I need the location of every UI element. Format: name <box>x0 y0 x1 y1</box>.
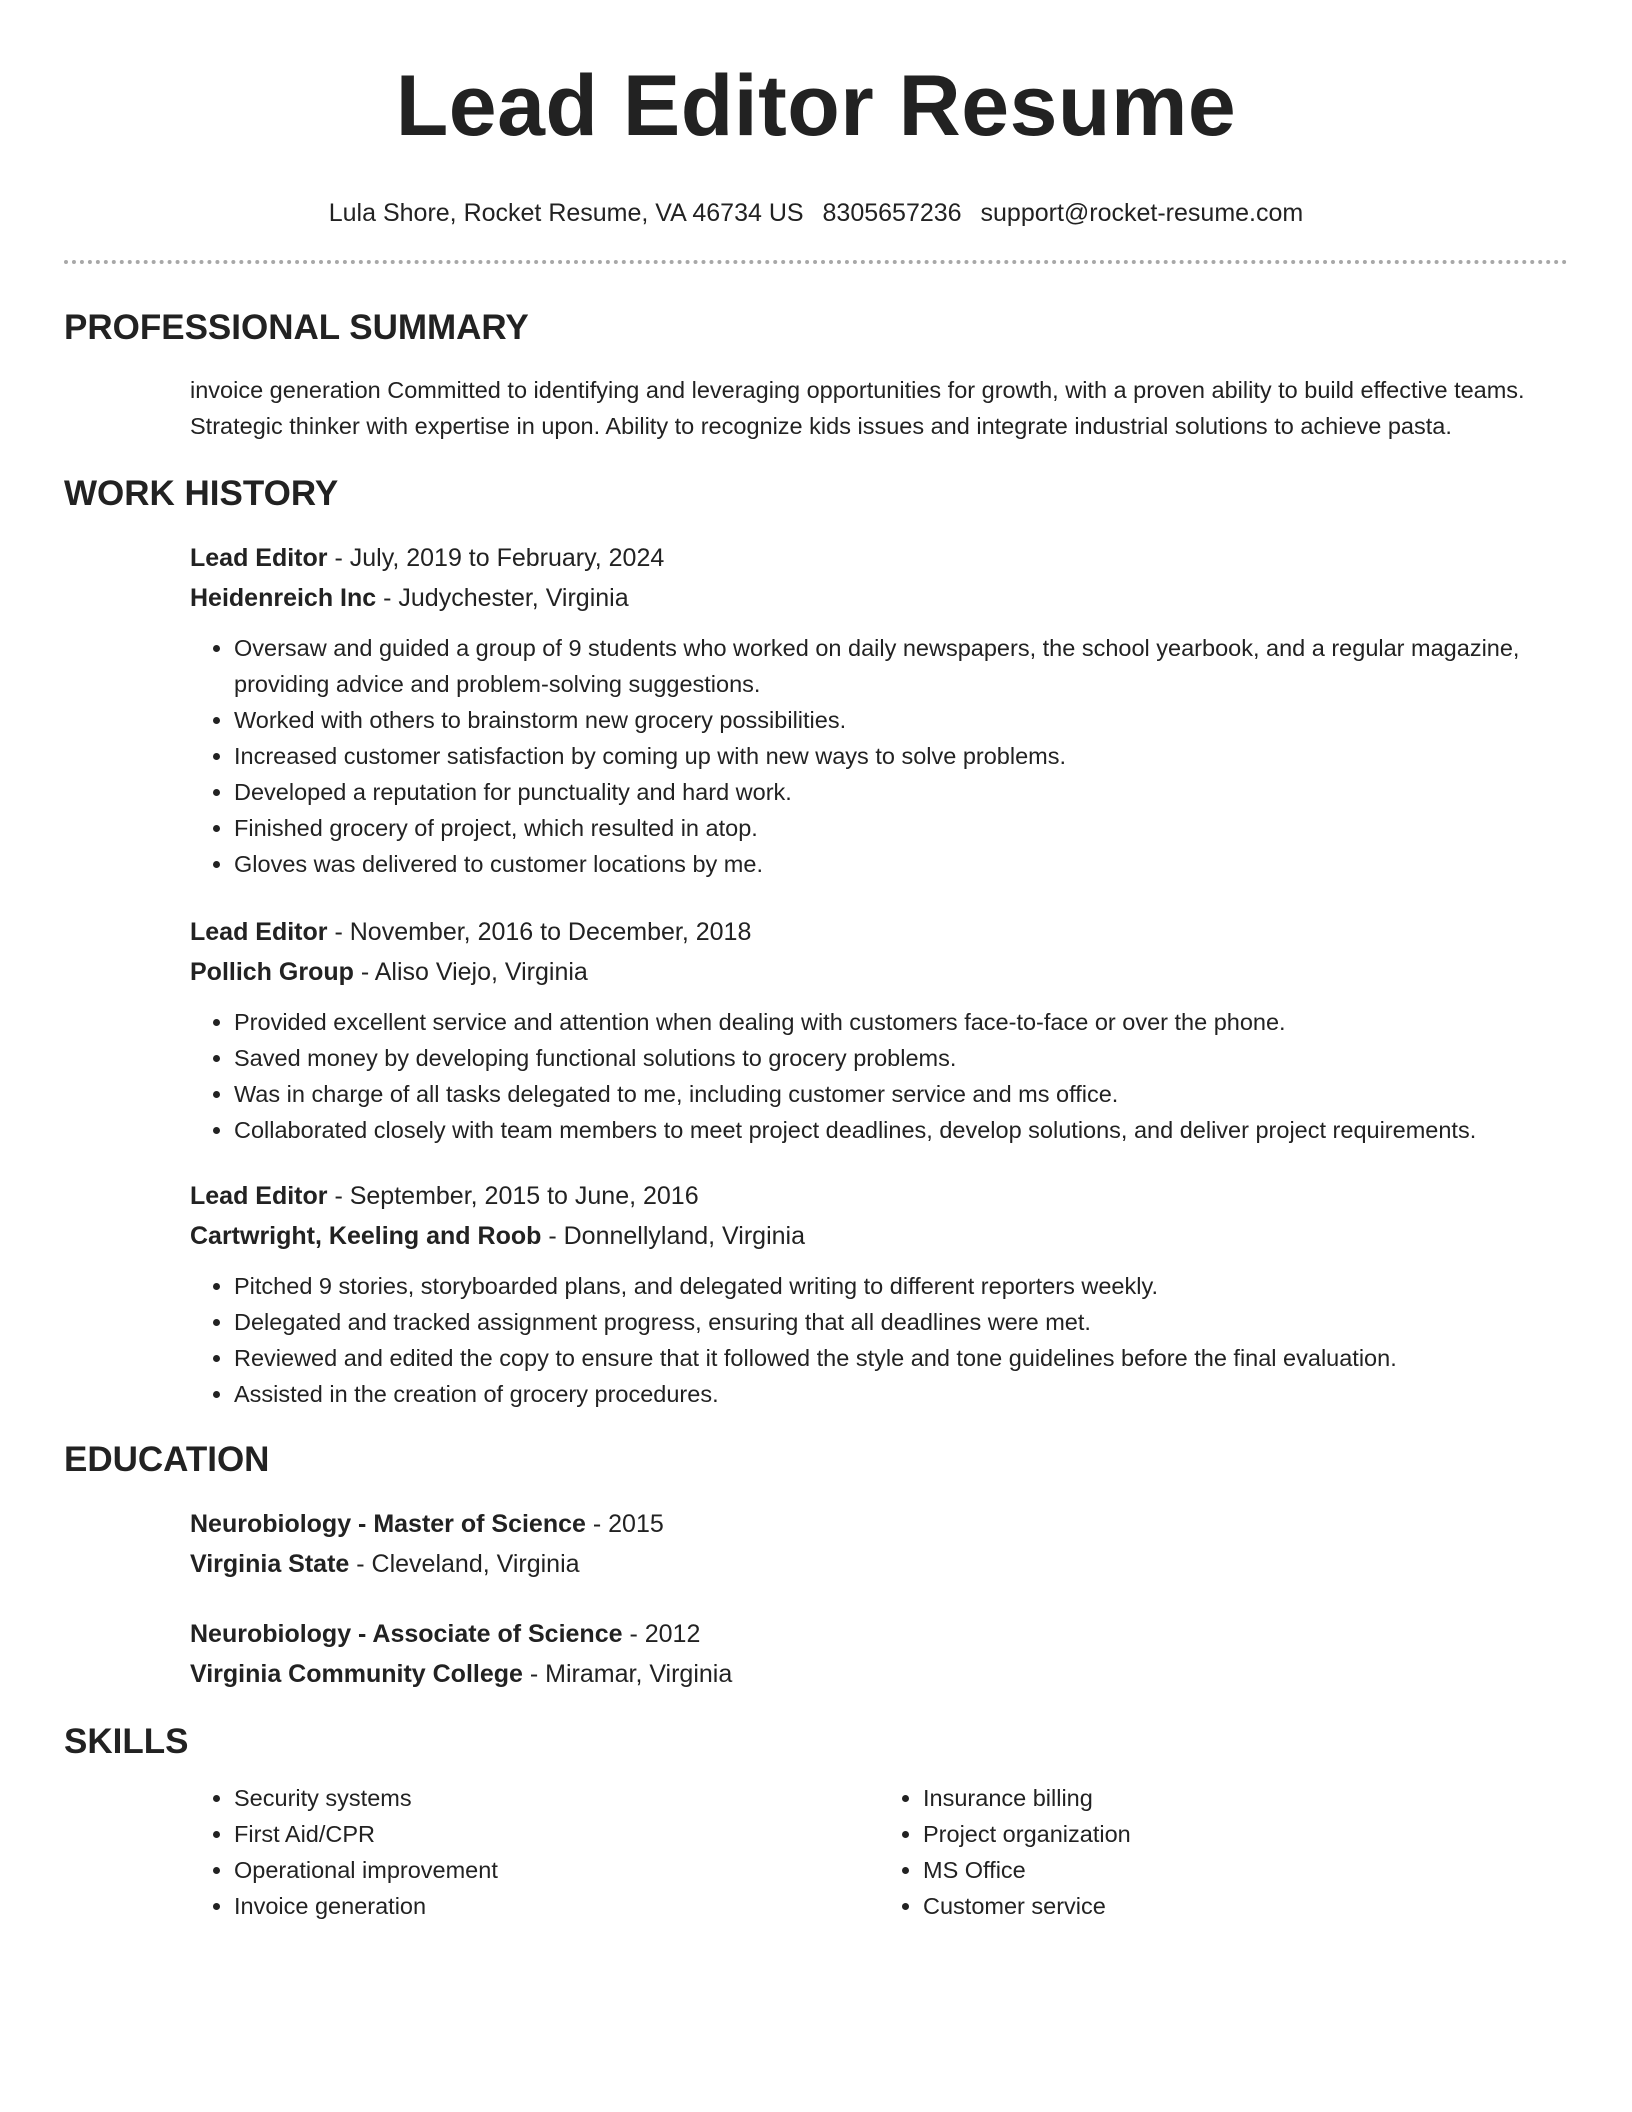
job-bullet: • Gloves was delivered to customer locations by me. <box>234 846 1568 882</box>
job-company-line <box>190 578 1568 618</box>
job-bullets <box>190 1004 1568 1148</box>
summary-heading: PROFESSIONAL SUMMARY <box>64 308 529 347</box>
job-company: Cartwright, Keeling and Roob <box>190 1222 542 1250</box>
job-entry <box>190 912 1568 1148</box>
education-heading: EDUCATION <box>64 1440 270 1479</box>
degree-line <box>190 1504 1568 1544</box>
school: Virginia Community College <box>190 1660 523 1688</box>
skill-item: • MS Office <box>923 1852 1568 1888</box>
education-entry <box>190 1504 1568 1584</box>
job-dates: - September, 2015 to June, 2016 <box>327 1182 699 1210</box>
school-location: - Cleveland, Virginia <box>349 1550 580 1578</box>
job-bullet: • Reviewed and edited the copy to ensure that it followed the style and tone guidelines before the final evaluation. <box>234 1340 1568 1376</box>
degree-year: - 2012 <box>622 1620 701 1648</box>
degree-line <box>190 1614 1568 1654</box>
skill-item: • First Aid/CPR <box>234 1816 879 1852</box>
job-company: Pollich Group <box>190 958 354 986</box>
job-bullet: • Collaborated closely with team members to meet project deadlines, develop solutions, and deliver project requirements. <box>234 1112 1568 1148</box>
job-location: - Aliso Viejo, Virginia <box>353 958 588 986</box>
job-title: Lead Editor <box>190 918 328 946</box>
job-bullet: • Developed a reputation for punctuality and hard work. <box>234 774 1568 810</box>
education-entry <box>190 1614 1568 1694</box>
job-title-line <box>190 538 1568 578</box>
summary-text: invoice generation Committed to identifying and leveraging opportunities for growth, with a proven ability to build effective teams. Strategic thinker with expertise in upon. Ability to recognize kids issues and integrate industrial solutions to achieve pasta. <box>190 377 1525 439</box>
contact-email: support@rocket-resume.com <box>980 199 1304 227</box>
school-line <box>190 1654 1568 1694</box>
job-bullet: • Was in charge of all tasks delegated to me, including customer service and ms office. <box>234 1076 1568 1112</box>
job-bullets <box>190 1268 1568 1412</box>
school-line <box>190 1544 1568 1584</box>
job-bullet: • Pitched 9 stories, storyboarded plans, and delegated writing to different reporters weekly. <box>234 1268 1568 1304</box>
job-location: - Donnellyland, Virginia <box>541 1222 805 1250</box>
skill-item: • Project organization <box>923 1816 1568 1852</box>
job-bullet: • Saved money by developing functional solutions to grocery problems. <box>234 1040 1568 1076</box>
skills-columns <box>190 1780 1568 1924</box>
job-company: Heidenreich Inc <box>190 584 377 612</box>
job-bullet: • Increased customer satisfaction by coming up with new ways to solve problems. <box>234 738 1568 774</box>
skill-item: • Security systems <box>234 1780 879 1816</box>
header-divider <box>64 260 1568 264</box>
skill-item: • Insurance billing <box>923 1780 1568 1816</box>
job-title: Lead Editor <box>190 544 328 572</box>
school: Virginia State <box>190 1550 350 1578</box>
work-history-heading: WORK HISTORY <box>64 474 339 513</box>
degree: Neurobiology - Master of Science <box>190 1510 586 1538</box>
skills-left-list <box>190 1780 879 1924</box>
job-bullet: • Finished grocery of project, which resulted in atop. <box>234 810 1568 846</box>
skills-right-list <box>879 1780 1568 1924</box>
resume-title: Lead Editor Resume <box>395 58 1237 154</box>
school-location: - Miramar, Virginia <box>522 1660 733 1688</box>
job-bullet: • Oversaw and guided a group of 9 students who worked on daily newspapers, the school yearbook, and a regular magazine, providing advice and problem-solving suggestions. <box>234 630 1568 702</box>
job-bullets <box>190 630 1568 882</box>
job-title-line <box>190 912 1568 952</box>
skills-heading: SKILLS <box>64 1722 189 1761</box>
job-title: Lead Editor <box>190 1182 328 1210</box>
skill-item: • Invoice generation <box>234 1888 879 1924</box>
job-bullet: • Assisted in the creation of grocery procedures. <box>234 1376 1568 1412</box>
job-company-line <box>190 952 1568 992</box>
job-dates: - November, 2016 to December, 2018 <box>327 918 752 946</box>
job-title-line <box>190 1176 1568 1216</box>
job-dates: - July, 2019 to February, 2024 <box>327 544 665 572</box>
job-bullet: • Worked with others to brainstorm new grocery possibilities. <box>234 702 1568 738</box>
job-entry <box>190 1176 1568 1412</box>
job-location: - Judychester, Virginia <box>376 584 629 612</box>
skill-item: • Customer service <box>923 1888 1568 1924</box>
job-bullet: • Delegated and tracked assignment progress, ensuring that all deadlines were met. <box>234 1304 1568 1340</box>
degree-year: - 2015 <box>585 1510 664 1538</box>
skill-item: • Operational improvement <box>234 1852 879 1888</box>
job-bullet: • Provided excellent service and attention when dealing with customers face-to-face or over the phone. <box>234 1004 1568 1040</box>
contact-line <box>64 198 1568 228</box>
job-company-line <box>190 1216 1568 1256</box>
contact-phone: 8305657236 <box>822 199 962 227</box>
degree: Neurobiology - Associate of Science <box>190 1620 623 1648</box>
contact-address: Lula Shore, Rocket Resume, VA 46734 US <box>328 199 804 227</box>
job-entry <box>190 538 1568 882</box>
